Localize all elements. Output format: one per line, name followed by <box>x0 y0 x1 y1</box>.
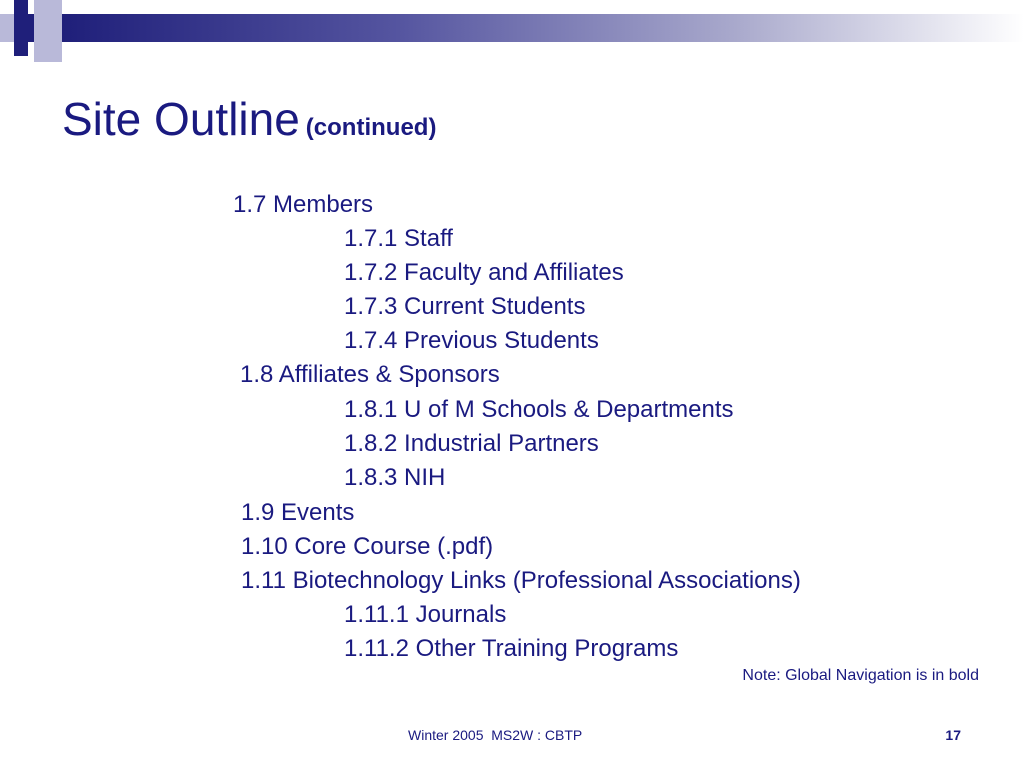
global-navigation-note: Note: Global Navigation is in bold <box>742 667 979 684</box>
outline-item-1-11-1: 1.11.1 Journals <box>344 601 507 628</box>
footer-caption: Winter 2005 MS2W : CBTP <box>408 727 583 743</box>
header-square-top-left <box>14 0 28 14</box>
outline-item-1-8-1: 1.8.1 U of M Schools & Departments <box>344 396 734 423</box>
outline-item-1-7-3: 1.7.3 Current Students <box>344 293 586 320</box>
header-square-bottom <box>34 42 62 62</box>
outline-item-1-11: 1.11 Biotechnology Links (Professional Associations) <box>241 567 801 594</box>
outline-item-1-7: 1.7 Members <box>233 191 374 218</box>
header-square-center-right <box>34 14 62 42</box>
outline-item-1-8: 1.8 Affiliates & Sponsors <box>240 361 500 388</box>
header-square-left <box>0 14 14 42</box>
outline-item-1-7-2: 1.7.2 Faculty and Affiliates <box>344 259 624 286</box>
outline-item-1-9: 1.9 Events <box>241 499 355 526</box>
slide-title <box>62 93 437 145</box>
outline-item-1-7-4: 1.7.4 Previous Students <box>344 327 599 354</box>
outline-item-1-7-1: 1.7.1 Staff <box>344 225 453 252</box>
outline-item-1-11-2: 1.11.2 Other Training Programs <box>344 635 679 662</box>
header-square-top <box>34 0 62 14</box>
slide-title-main: Site Outline <box>62 93 300 145</box>
outline-item-1-10: 1.10 Core Course (.pdf) <box>241 533 494 560</box>
header-square-center <box>14 14 34 42</box>
header-gradient-bar <box>62 14 1024 42</box>
outline-item-1-8-3: 1.8.3 NIH <box>344 464 446 491</box>
slide-title-subtitle: (continued) <box>305 114 437 141</box>
header-square-bottom-left <box>14 42 28 56</box>
outline-item-1-8-2: 1.8.2 Industrial Partners <box>344 430 599 457</box>
page-number: 17 <box>945 727 961 743</box>
